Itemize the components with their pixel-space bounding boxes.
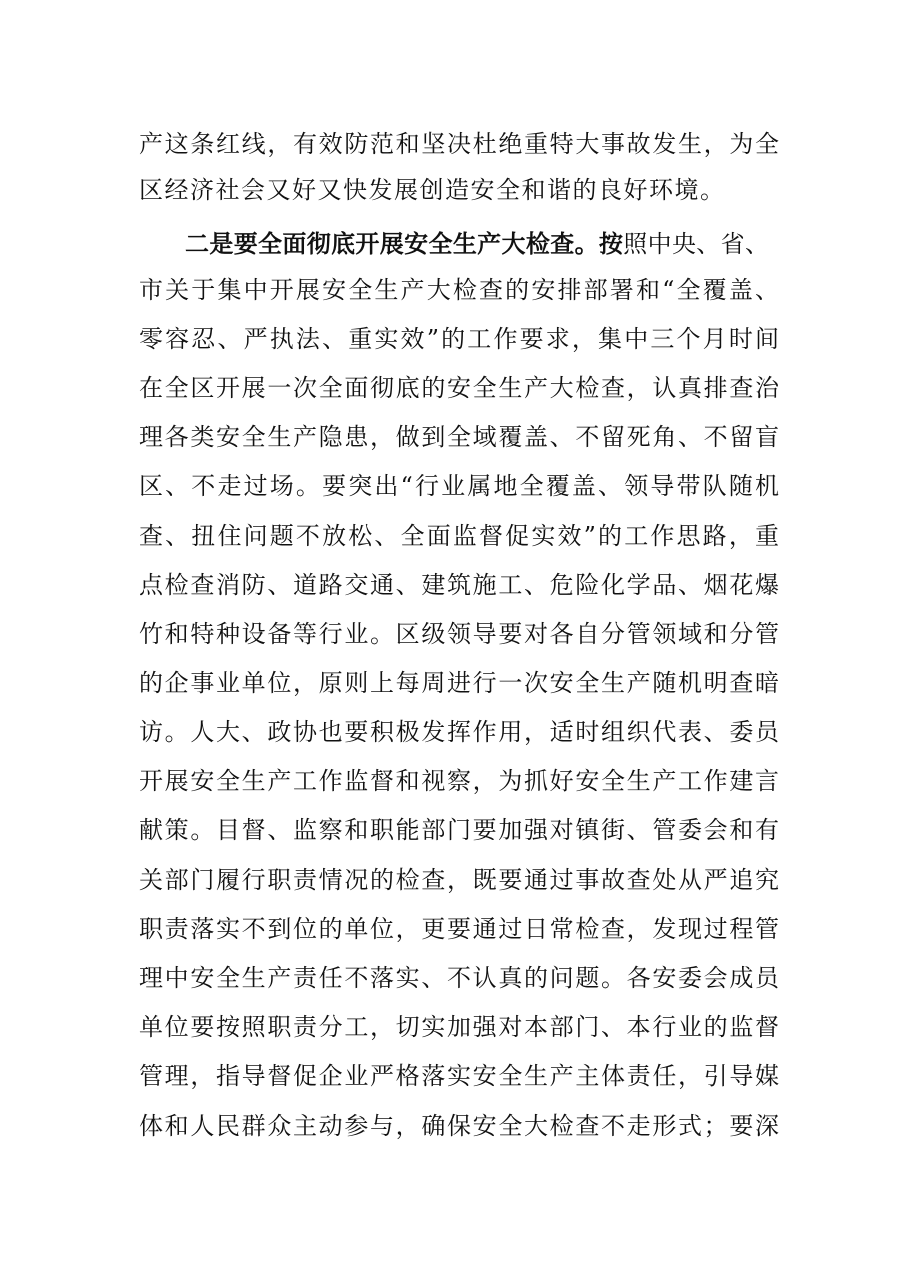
text-line-11: 的企事业单位，原则上每周进行一次安全生产随机明查暗 (139, 669, 779, 697)
section-heading: 二是要全面彻底开展安全生产大检查。按 (185, 230, 624, 258)
text-line-6: 理各类安全生产隐患，做到全域覆盖、不留死角、不留盲 (139, 423, 779, 451)
text-line-7: 区、不走过场。要突出“行业属地全覆盖、领导带队随机 (139, 472, 779, 500)
section-heading-continuation: 照中央、省、 (623, 230, 770, 258)
text-line-9: 点检查消防、道路交通、建筑施工、危险化学品、烟花爆 (139, 571, 779, 599)
text-line-4: 零容忍、严执法、重实效”的工作要求，集中三个月时间 (139, 325, 779, 353)
text-line-18: 单位要按照职责分工，切实加强对本部门、本行业的监督 (139, 1013, 779, 1041)
text-line-15: 关部门履行职责情况的检查，既要通过事故查处从严追究 (139, 866, 779, 894)
text-line-17: 理中安全生产责任不落实、不认真的问题。各安委会成员 (139, 964, 779, 992)
text-line-2: 区经济社会又好又快发展创造安全和谐的良好环境。 (139, 176, 726, 204)
text-line-13: 开展安全生产工作监督和视察，为抓好安全生产工作建言 (139, 767, 779, 795)
section-heading-line (185, 224, 769, 264)
text-line-19: 管理，指导督促企业严格落实安全生产主体责任，引导媒 (139, 1062, 779, 1090)
text-line-20: 体和人民群众主动参与，确保安全大检查不走形式；要深 (139, 1112, 779, 1140)
text-line-16: 职责落实不到位的单位，更要通过日常检查，发现过程管 (139, 915, 779, 943)
text-line-14: 献策。目督、监察和职能部门要加强对镇街、管委会和有 (139, 816, 779, 844)
text-line-12: 访。人大、政协也要积极发挥作用，适时组织代表、委员 (139, 718, 779, 746)
text-line-1: 产这条红线，有效防范和坚决杜绝重特大事故发生，为全 (139, 130, 779, 158)
text-line-5: 在全区开展一次全面彻底的安全生产大检查，认真排查治 (139, 374, 779, 402)
text-line-8: 查、扭住问题不放松、全面监督促实效”的工作思路，重 (139, 522, 779, 550)
text-line-3: 市关于集中开展安全生产大检查的安排部署和“全覆盖、 (139, 276, 779, 304)
text-line-10: 竹和特种设备等行业。区级领导要对各自分管领域和分管 (139, 620, 779, 648)
